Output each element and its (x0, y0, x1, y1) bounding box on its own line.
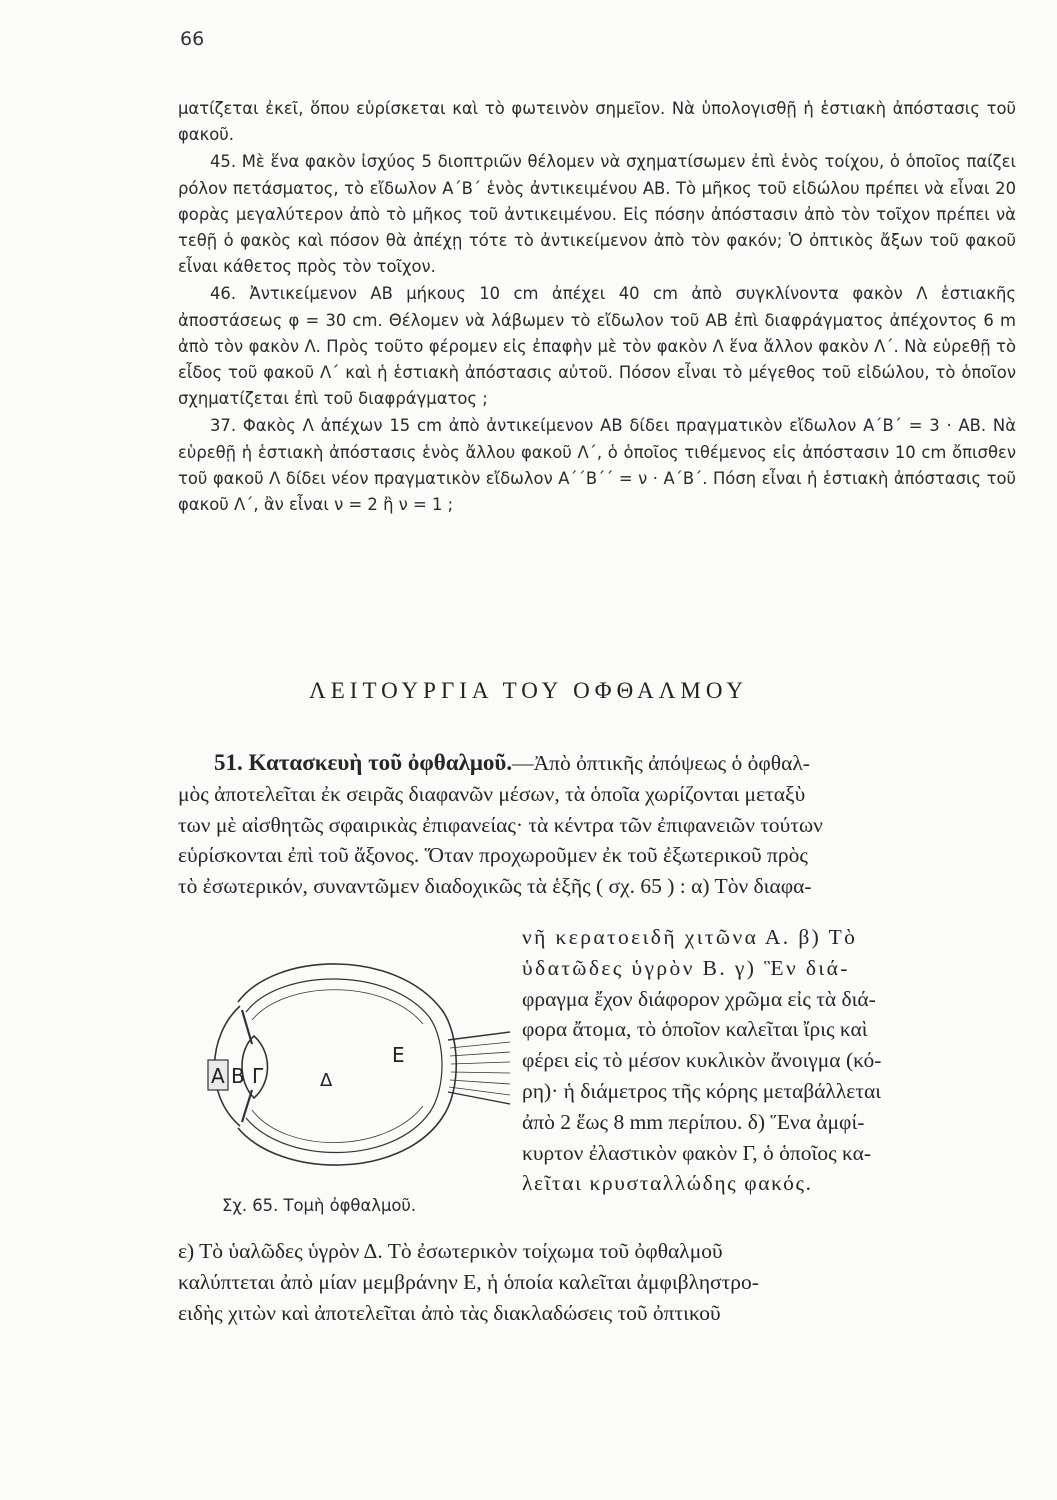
section-line: καλύπτεται ἀπὸ μίαν μεμβράνην Ε, ἡ ὁποία καλεῖται ἀμφιβληστρο- (178, 1269, 759, 1294)
chapter-heading: ΛΕΙΤΟΥΡΓΙΑ ΤΟΥ ΟΦΘΑΛΜΟΥ (309, 678, 748, 703)
label-b: Β (231, 1064, 245, 1088)
figure-caption: Σχ. 65. Τομὴ ὀφθαλμοῦ. (222, 1196, 417, 1215)
wrapped-line: ρη)· ἡ διάμετρος τῆς κόρης μεταβάλλεται (522, 1078, 882, 1103)
section-line: τὸ ἐσωτερικόν, συναντῶμεν διαδοχικῶς τὰ ἑξῆς ( σχ. 65 ) : α) Τὸν διαφα- (178, 874, 812, 899)
sclera-outline (238, 964, 456, 1165)
section-line: —Ἀπὸ ὀπτικῆς ἀπόψεως ὁ ὀφθαλ- (512, 751, 810, 775)
wrapped-line: φέρει εἰς τὸ μέσον κυκλικὸν ἄνοιγμα (κό- (522, 1048, 882, 1073)
label-g: Γ (252, 1064, 264, 1088)
wrapped-line: ὑδατῶδες ὑγρὸν Β. γ) Ἓν διά- (522, 955, 850, 980)
wrapped-line: νῆ κερατοειδῆ χιτῶνα Α. β) Τὸ (522, 925, 858, 949)
wrapped-text-column (522, 922, 1016, 1199)
wrapped-line: φραγμα ἔχον διάφορον χρῶμα εἰς τὰ διά- (522, 986, 876, 1011)
exercise-46: 46. Ἀντικείμενον ΑΒ μήκους 10 cm ἀπέχει 40 cm ἀπὸ συγκλίνοντα φακὸν Λ ἑστιακῆς ἀποστάσεως φ = 30 cm. Θέλομεν νὰ λάβωμεν τὸ εἴδωλον τοῦ ΑΒ ἐπὶ διαφράγματος ἀπέχοντος 6 m ἀπὸ τὸν φακὸν Λ. Πρὸς τοῦτο φέρομεν εἰς ἐπαφὴν μὲ τὸν φακὸν Λ ἕνα ἄλλον φακὸν Λ΄. Νὰ εὑρεθῇ τὸ εἶδος τοῦ φακοῦ Λ΄ καὶ ἡ ἑστιακὴ ἀπόστασις αὐτοῦ. Πόσον εἶναι τὸ μέγεθος τοῦ εἰδώλου, τὸ ὁποῖον σχηματίζεται ἐπὶ τοῦ διαφράγματος ; (178, 284, 1016, 409)
wrapped-line: λεῖται κρυσταλλώδης φακός. (522, 1171, 813, 1196)
section-line: ειδὴς χιτὼν καὶ ἀποτελεῖται ἀπὸ τὰς διακλαδώσεις τοῦ ὀπτικοῦ (178, 1300, 721, 1325)
exercise-37: 37. Φακὸς Λ ἀπέχων 15 cm ἀπὸ ἀντικείμενον ΑΒ δίδει πραγματικὸν εἴδωλον Α΄Β΄ = 3 · ΑΒ. Νὰ εὑρεθῇ ἡ ἑστιακὴ ἀπόστασις ἑνὸς ἄλλου φακοῦ Λ΄, ὁ ὁποῖος τιθέμενος εἰς ἀπόστασιν 10 cm ὄπισθεν τοῦ φακοῦ Λ δίδει νέον πραγματικὸν εἴδωλον Α΄΄Β΄΄ = ν · Α΄Β΄. Πόση εἶναι ἡ ἑστιακὴ ἀπόστασις τοῦ φακοῦ Λ΄, ἂν εἶναι ν = 2 ἢ ν = 1 ; (178, 416, 1016, 515)
exercise-45: 45. Μὲ ἕνα φακὸν ἰσχύος 5 διοπτριῶν θέλομεν νὰ σχηματίσωμεν ἐπὶ ἑνὸς τοίχου, ὁ ὁποῖος παίζει ρόλον πετάσματος, τὸ εἴδωλον Α΄Β΄ ἑνὸς ἀντικειμένου ΑΒ. Τὸ μῆκος τοῦ εἰδώλου πρέπει νὰ εἶναι 20 φορὰς μεγαλύτερον ἀπὸ τὸ μῆκος τοῦ ἀντικειμένου. Εἰς πόσην ἀπόστασιν ἀπὸ τὸν τοῖχον πρέπει νὰ τεθῇ ὁ φακὸς καὶ πόσον θὰ ἀπέχῃ τότε τὸ ἀντικείμενον ἀπὸ τὸν φακόν; Ὁ ὀπτικὸς ἄξων τοῦ φακοῦ εἶναι κάθετος πρὸς τὸν τοῖχον. (178, 152, 1016, 277)
section-title: 51. Κατασκευὴ τοῦ ὀφθαλμοῦ. (214, 750, 513, 775)
section-body (178, 748, 1016, 902)
section-continuation (178, 1236, 1016, 1328)
label-a: Α (211, 1064, 225, 1088)
section-line: εὑρίσκονται ἐπὶ τοῦ ἄξονος. Ὅταν προχωροῦμεν ἐκ τοῦ ἐξωτερικοῦ πρὸς (178, 843, 808, 868)
wrapped-line: φορα ἄτομα, τὸ ὁποῖον καλεῖται ἴρις καὶ (522, 1017, 868, 1042)
wrapped-line: ἀπὸ 2 ἕως 8 mm περίπου. δ) Ἕνα ἀμφί- (522, 1109, 865, 1134)
section-line: των μὲ αἰσθητῶς σφαιρικὰς ἐπιφανείας· τὰ κέντρα τῶν ἐπιφανειῶν τούτων (178, 812, 823, 837)
label-e: Ε (392, 1043, 405, 1067)
wrapped-line: κυρτον ἐλαστικὸν φακὸν Γ, ὁ ὁποῖος κα- (522, 1140, 872, 1165)
paragraph-continuation: ματίζεται ἐκεῖ, ὅπου εὑρίσκεται καὶ τὸ φωτεινὸν σημεῖον. Νὰ ὑπολογισθῇ ἡ ἑστιακὴ ἀπόστασις τοῦ φακοῦ. (178, 99, 1016, 145)
retina-outline (246, 979, 442, 1153)
exercise-text (178, 96, 1016, 519)
page-number: 66 (180, 28, 205, 50)
section-first-line (178, 748, 1016, 779)
eye-cross-section-figure (180, 940, 515, 1190)
label-d: Δ (320, 1070, 333, 1091)
eye-diagram (180, 940, 515, 1190)
section-line: ε) Τὸ ὑαλῶδες ὑγρὸν Δ. Τὸ ἐσωτερικὸν τοίχωμα τοῦ ὀφθαλμοῦ (178, 1239, 723, 1263)
section-line: μὸς ἀποτελεῖται ἐκ σειρᾶς διαφανῶν μέσων, τὰ ὁποῖα χωρίζονται μεταξὺ (178, 781, 806, 806)
